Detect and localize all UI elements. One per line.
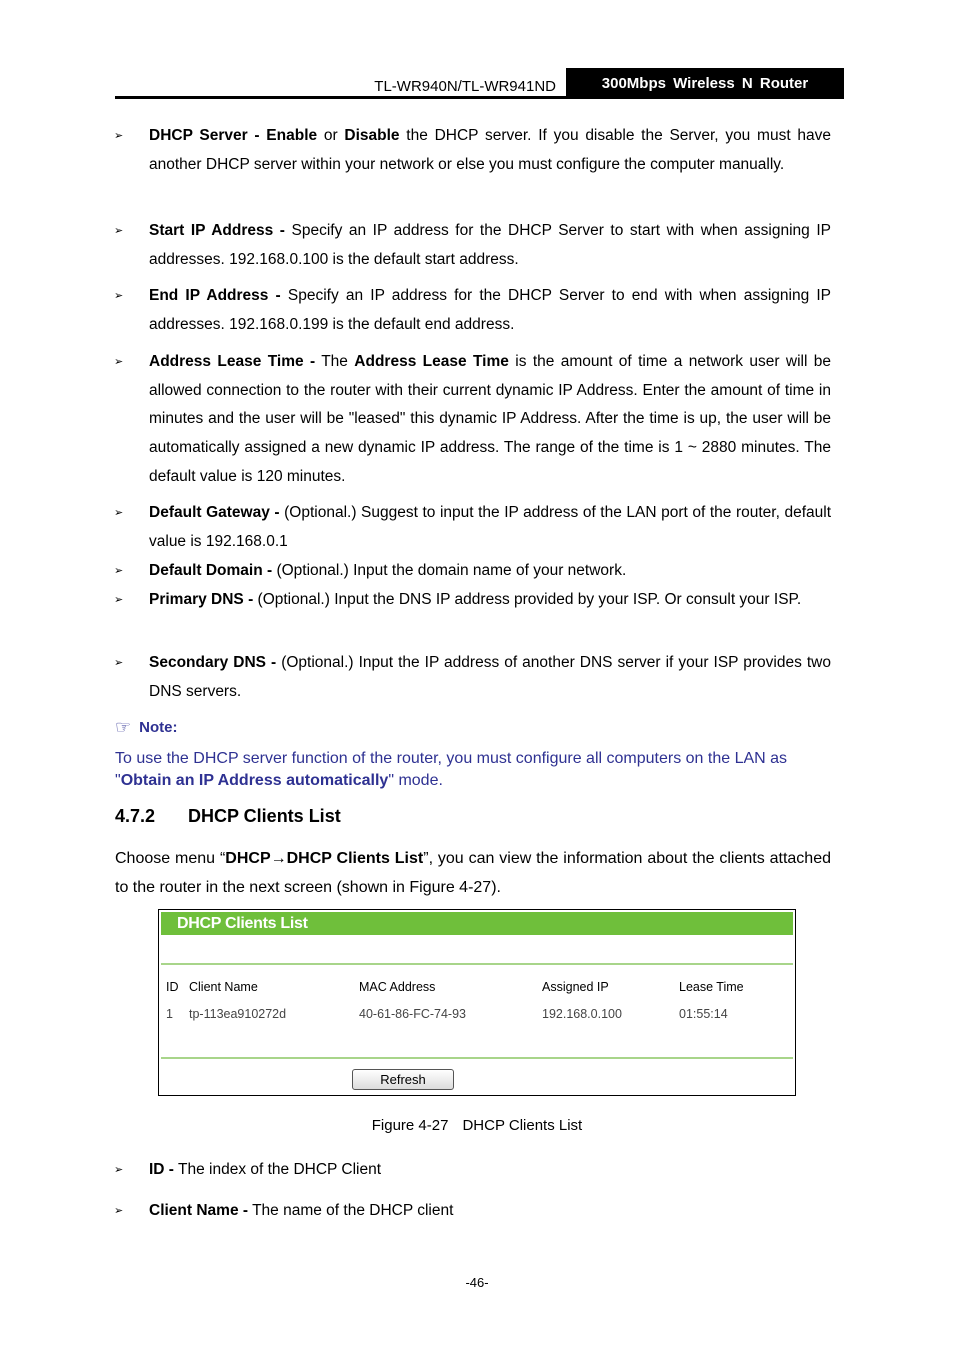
menu-path-part: DHCP: [225, 850, 271, 867]
text: (Optional.) Input the IP address of another DNS server if your ISP provides two DNS servers.: [149, 654, 831, 700]
header-model: TL-WR940N/TL-WR941ND: [374, 78, 556, 95]
bullet-default-domain: [114, 557, 831, 586]
text: (Optional.) Input the domain name of your network.: [272, 562, 627, 579]
bullet-end-ip: [114, 282, 831, 339]
header-product-tab: 300Mbps Wireless N Router: [566, 68, 844, 99]
column-header-assigned-ip: Assigned IP: [542, 980, 609, 994]
page-number: -46-: [465, 1275, 489, 1290]
bullet-dhcp-server: [114, 122, 831, 179]
text: Specify an IP address for the DHCP Server to start with when assigning IP addresses. 192.168.0.100 is the default start address.: [149, 222, 831, 268]
text: The index of the DHCP Client: [173, 1161, 382, 1178]
term: Secondary DNS -: [149, 654, 277, 671]
bullet-id: [114, 1156, 831, 1185]
header-rule: [115, 96, 844, 99]
bullet-client-name: [114, 1197, 831, 1226]
caption-title: DHCP Clients List: [462, 1117, 583, 1134]
note-text: [115, 748, 840, 792]
term: Default Gateway -: [149, 504, 280, 521]
panel-title-bar: [161, 912, 793, 935]
table-cell-mac: 40-61-86-FC-74-93: [359, 1007, 466, 1021]
intro-paragraph: [115, 845, 831, 902]
table-cell-lease-time: 01:55:14: [679, 1007, 728, 1021]
bullet-arrow-icon: ➢: [114, 290, 124, 302]
table-cell-client-name: tp-113ea910272d: [189, 1007, 287, 1021]
menu-path-part: DHCP Clients List: [286, 850, 424, 867]
section-title: DHCP Clients List: [188, 806, 341, 826]
bullet-arrow-icon: ➢: [114, 225, 124, 237]
pointing-hand-icon: ☞: [115, 717, 132, 737]
text: The: [315, 353, 355, 370]
bullet-arrow-icon: ➢: [114, 594, 124, 606]
caption-number: Figure 4-27: [371, 1117, 449, 1134]
term: ID -: [149, 1161, 174, 1178]
intro-text: ”, you can view the information about the clients attached to the router in the next screen (shown in Figure 4-27).: [115, 850, 831, 896]
bullet-arrow-icon: ➢: [114, 507, 124, 519]
text: (Optional.) Input the DNS IP address provided by your ISP. Or consult your ISP.: [253, 591, 802, 608]
term: Address Lease Time: [354, 353, 509, 370]
bullet-arrow-icon: ➢: [114, 657, 124, 669]
term: Client Name -: [149, 1202, 249, 1219]
bullet-arrow-icon: ➢: [114, 130, 124, 142]
bullet-lease-time: [114, 348, 832, 492]
panel-title: DHCP Clients List: [177, 915, 308, 932]
text: Specify an IP address for the DHCP Server to end with when assigning IP addresses. 192.168.0.199 is the default end address.: [149, 287, 831, 333]
bullet-arrow-icon: ➢: [114, 1164, 124, 1176]
note-text-pre: To use the DHCP server function of the router, you must configure all computers on the LAN as ": [115, 750, 788, 789]
text: is the amount of time a network user will be allowed connection to the router with their current dynamic IP Address. Enter the amount of time in minutes and the user will be "leased" this dynamic IP Address. After the time is up, the user will be automatically assigned a new dynamic IP address. The range of the time is 1 ~ 2880 minutes. The default value is 120 minutes.: [149, 353, 832, 485]
note-label-text: Note:: [139, 719, 178, 736]
term: Primary DNS -: [149, 591, 254, 608]
dhcp-clients-screenshot: [158, 909, 796, 1096]
term: Start IP Address -: [149, 222, 285, 239]
bullet-arrow-icon: ➢: [114, 565, 124, 577]
bullet-secondary-dns: [114, 649, 831, 706]
arrow-right-icon: →: [270, 850, 287, 867]
divider: [161, 1057, 793, 1059]
figure-caption: [0, 1117, 954, 1134]
column-header-client-name: Client Name: [189, 980, 258, 994]
bullet-default-gateway: [114, 499, 831, 556]
column-header-id: ID: [166, 980, 179, 994]
term: Address Lease Time -: [149, 353, 316, 370]
term: End IP Address -: [149, 287, 281, 304]
column-header-mac: MAC Address: [359, 980, 436, 994]
note-text-post: " mode.: [388, 772, 443, 789]
text: The name of the DHCP client: [248, 1202, 454, 1219]
table-cell-id: 1: [166, 1007, 173, 1021]
divider: [161, 963, 793, 965]
term: DHCP Server - Enable: [149, 127, 318, 144]
term: Disable: [344, 127, 400, 144]
text: (Optional.) Suggest to input the IP address of the LAN port of the router, default value is 192.168.0.1: [149, 504, 831, 550]
note-label: [115, 717, 177, 738]
section-number: 4.7.2: [115, 806, 156, 826]
bullet-start-ip: [114, 217, 831, 274]
table-cell-assigned-ip: 192.168.0.100: [542, 1007, 622, 1021]
text: or: [317, 127, 345, 144]
bullet-primary-dns: [114, 586, 831, 615]
bullet-arrow-icon: ➢: [114, 1205, 124, 1217]
bullet-arrow-icon: ➢: [114, 356, 124, 368]
section-heading: [115, 806, 341, 827]
term: Default Domain -: [149, 562, 273, 579]
note-text-bold: Obtain an IP Address automatically: [120, 772, 389, 789]
refresh-button[interactable]: Refresh: [352, 1069, 454, 1090]
text: the DHCP server. If you disable the Server, you must have another DHCP server within your network or else you must configure the computer manually.: [149, 127, 831, 173]
intro-text: Choose menu “: [115, 850, 226, 867]
column-header-lease-time: Lease Time: [679, 980, 744, 994]
